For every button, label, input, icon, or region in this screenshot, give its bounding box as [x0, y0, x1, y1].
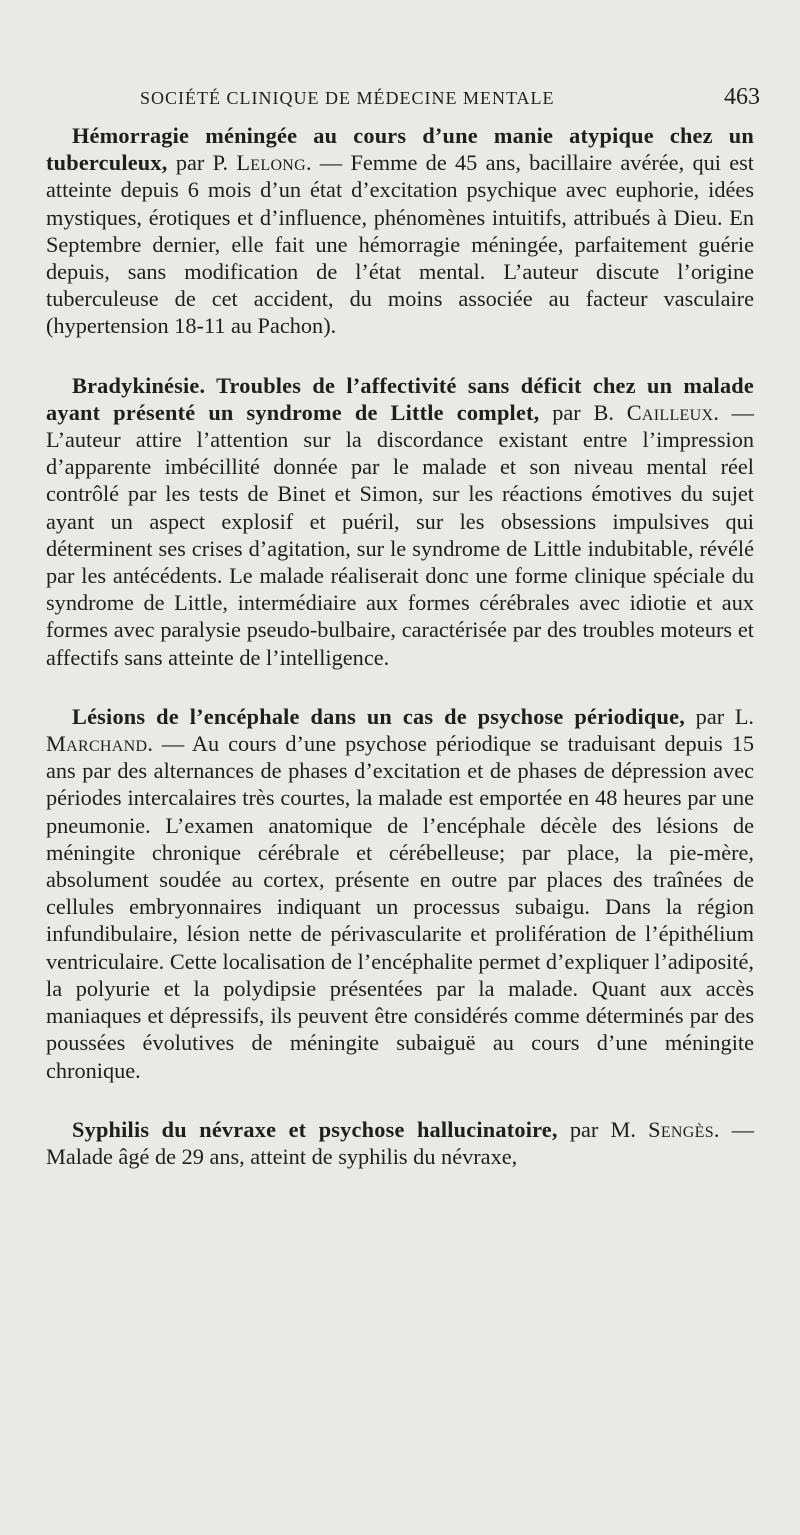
paragraph-text: Au cours d’une psychose périodique se traduisant depuis 15 ans par des alternances de phases d’excitation et de phases de dépression avec périodes intercalaires très courtes, la malade est emportée en 48 heures par une pneumonie. L’examen anatomique de l’encéphale décèle des lésions de méningite chronique cérébrale et cérébelleuse; par place, la pie-mère, absolument soudée au cortex, présente en outre par places des traînées de cellules embryonnaires indiquant un processus subaigu. Dans la région infundibulaire, lésion nette de périvascularite et prolifération de l’épithélium ventriculaire. Cette localisation de l’encéphalite permet d’expliquer l’adiposité, la polyurie et la polydipsie présentées par la malade. Quant aux accès maniaques et dépressifs, ils peuvent être considérés comme déterminés par des poussées évolutives de méningite subaiguë au cours d’une méningite chronique.	[46, 731, 754, 1083]
author-prefix: par P.	[167, 150, 237, 176]
author-prefix: par B.	[539, 399, 627, 425]
author-prefix: par L.	[685, 703, 755, 729]
title-separator: . —	[306, 150, 351, 176]
author-name: Cailleux	[626, 399, 714, 425]
title-separator: . —	[713, 399, 754, 425]
paragraph-text: L’auteur attire l’attention sur la discordance existant entre l’impression d’apparente imbécillité donnée par le malade et son niveau mental réel contrôlé par les tests de Binet et Simon, sur les réactions émotives du sujet ayant un aspect explosif et puéril, sur les obsessions impulsives qui déterminent ses crises d’agitation, sur le syndrome de Little indubitable, révélé par les antécédents. Le malade réaliserait donc une forme clinique spéciale du syndrome de Little, intermédiaire aux formes cérébrales avec idiotie et aux formes avec paralysie pseudo-bulbaire, caractérisée par des troubles moteurs et affectifs sans atteinte de l’intelligence.	[46, 427, 754, 670]
paragraph-title: Hémorragie méningée au cours d’une manie atypique chez un tuberculeux,	[46, 123, 754, 176]
author-name: Sengès	[648, 1116, 714, 1142]
page-body	[46, 122, 754, 1170]
paragraph-bradykinesie	[46, 372, 754, 671]
paragraph-title: Bradykinésie. Troubles de l’affectivité sans déficit chez un malade ayant présenté un syndrome de Little complet,	[46, 372, 754, 425]
title-separator: . —	[147, 731, 192, 757]
paragraph-hemorragie-meningee	[46, 122, 754, 340]
paragraph-syphilis-nevraxe	[46, 1116, 754, 1170]
paragraph-title: Syphilis du névraxe et psychose hallucinatoire,	[72, 1116, 558, 1142]
title-separator: . —	[713, 1116, 754, 1142]
page-number: 463	[724, 84, 760, 110]
page-header	[140, 80, 760, 120]
paragraph-lesions-encephale	[46, 703, 754, 1084]
paragraph-text: Femme de 45 ans, bacillaire avérée, qui est atteinte depuis 6 mois d’un état d’excitation psychique avec euphorie, idées mystiques, érotiques et d’influence, phénomènes intuitifs, attribués à Dieu. En Septembre dernier, elle fait une hémorragie méningée, parfaitement guérie depuis, sans modification de l’état mental. L’auteur discute l’origine tuberculeuse de cet accident, du moins associée au facteur vasculaire (hypertension 18-11 au Pachon).	[46, 150, 754, 339]
author-prefix: par M.	[557, 1116, 649, 1142]
author-name: Marchand	[46, 731, 148, 757]
paragraph-text: Malade âgé de 29 ans, atteint de syphilis du névraxe,	[46, 1143, 518, 1169]
author-name: Lelong	[236, 150, 307, 176]
paragraph-title: Lésions de l’encéphale dans un cas de psychose périodique,	[72, 703, 685, 729]
running-head: SOCIÉTÉ CLINIQUE DE MÉDECINE MENTALE	[140, 88, 555, 108]
